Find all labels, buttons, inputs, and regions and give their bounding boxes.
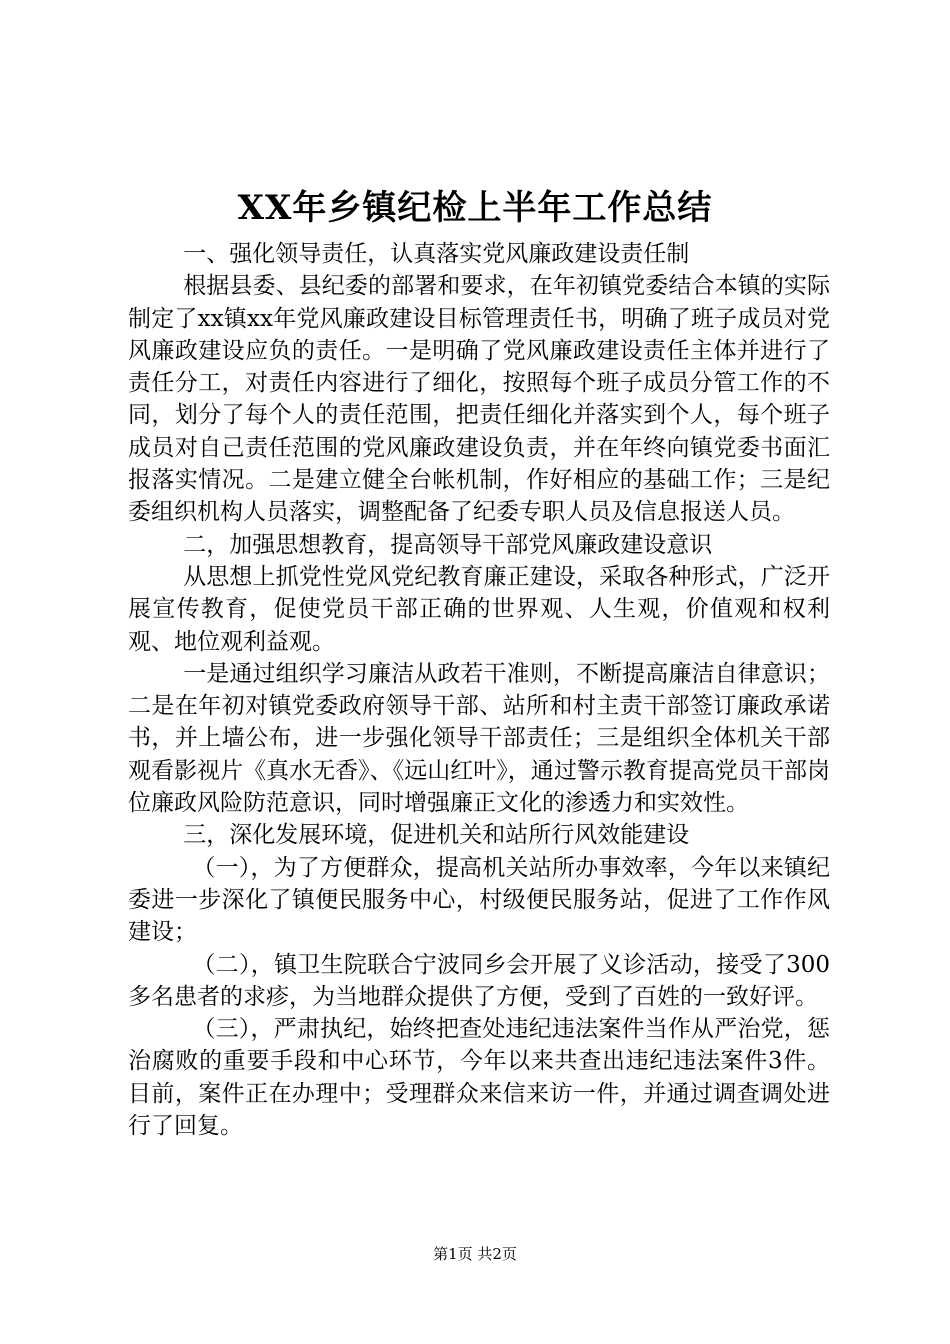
page-number-footer: 第1页 共2页: [433, 1245, 517, 1263]
sub-item-2: （二），镇卫生院联合宁波同乡会开展了义诊活动，接受了300多名患者的求疹，为当地群众提供了方便，受到了百姓的一致好评。: [128, 951, 830, 1010]
paragraph: 一是通过组织学习廉洁从政若干准则，不断提高廉洁自律意识；二是在年初对镇党委政府领导干部、站所和村主责干部签订廉政承诺书，并上墙公布，进一步强化领导干部责任；三是组织全体机关干部观看影视片《真水无香》、《远山红叶》，通过警示教育提高党员干部岗位廉政风险防范意识，同时增强廉正文化的渗透力和实效性。: [128, 660, 830, 817]
paragraph: 根据县委、县纪委的部署和要求，在年初镇党委结合本镇的实际制定了xx镇xx年党风廉政建设目标管理责任书，明确了班子成员对党风廉政建设应负的责任。一是明确了党风廉政建设责任主体并进行了责任分工，对责任内容进行了细化，按照每个班子成员分管工作的不同，划分了每个人的责任范围，把责任细化并落实到个人，每个班子成员对自己责任范围的党风廉政建设负责，并在年终向镇党委书面汇报落实情况。二是建立健全台帐机制，作好相应的基础工作；三是纪委组织机构人员落实，调整配备了纪委专职人员及信息报送人员。: [128, 273, 830, 526]
document-body: [128, 238, 830, 1142]
sub-item-1: （一），为了方便群众，提高机关站所办事效率，今年以来镇纪委进一步深化了镇便民服务中心，村级便民服务站，促进了工作作风建设；: [128, 854, 830, 946]
sub-item-3: （三），严肃执纪，始终把查处违纪违法案件当作从严治党，惩治腐败的重要手段和中心环节，今年以来共查出违纪违法案件3件。目前，案件正在办理中；受理群众来信来访一件，并通过调查调处进行了回复。: [128, 1016, 830, 1140]
section-heading-3: 三，深化发展环境，促进机关和站所行风效能建设: [183, 822, 690, 849]
section-heading-2: 二，加强思想教育，提高领导干部党风廉政建设意识: [183, 531, 713, 558]
paragraph: 从思想上抓党性党风党纪教育廉正建设，采取各种形式，广泛开展宣传教育，促使党员干部正确的世界观、人生观，价值观和权利观、地位观利益观。: [128, 563, 830, 655]
section-heading-1: 一、强化领导责任，认真落实党风廉政建设责任制: [183, 241, 690, 267]
document-title: XX年乡镇纪检上半年工作总结: [237, 188, 713, 228]
